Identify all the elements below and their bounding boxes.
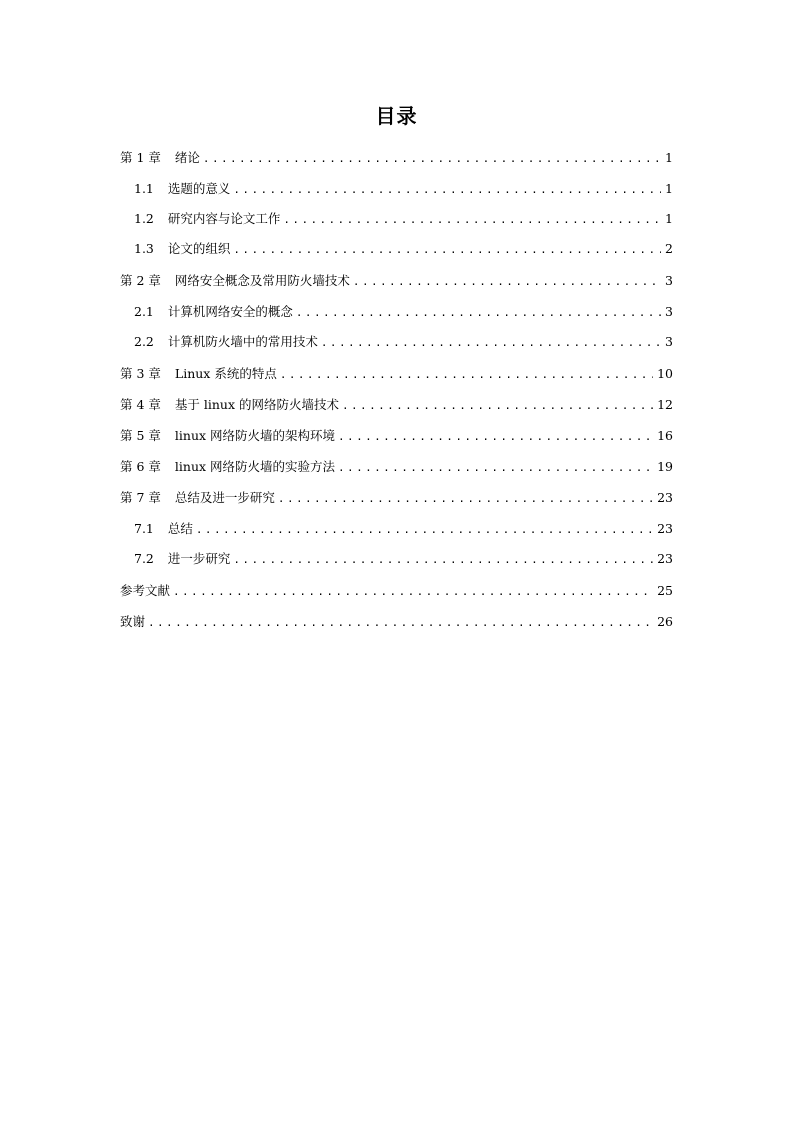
toc-entry-title: linux 网络防火墙的实验方法 [174,459,336,474]
toc-entry-number: 7.2 [134,551,154,566]
toc-entry-number: 1.3 [134,241,154,256]
toc-entry-page: 3 [665,304,673,319]
toc-entry-7-1[interactable] [120,518,673,548]
toc-entry-title: Linux 系统的特点 [174,366,277,381]
page-title: 目录 [375,104,418,128]
toc-entry-references[interactable] [120,580,673,611]
toc-entry-2-2[interactable] [120,331,673,361]
toc-entry-chapter-3[interactable] [120,363,673,394]
toc-entry-title: 论文的组织 [167,241,231,256]
toc-entry-number: 第 6 章 [120,459,161,474]
toc-dot-leader [353,271,661,293]
toc-entry-title: 研究内容与论文工作 [167,211,281,226]
table-of-contents [120,147,673,642]
toc-entry-title: 总结及进一步研究 [174,490,275,505]
toc-dot-leader [233,549,653,571]
toc-entry-number: 第 4 章 [120,397,161,412]
toc-entry-number: 第 2 章 [120,273,161,288]
toc-entry-page: 25 [657,583,673,598]
toc-entry-7-2[interactable] [120,548,673,578]
toc-entry-title: 致谢 [120,614,146,629]
toc-entry-title: 进一步研究 [167,551,231,566]
toc-entry-page: 23 [657,551,673,566]
toc-dot-leader [148,612,653,634]
toc-entry-chapter-5[interactable] [120,425,673,456]
toc-entry-number: 第 5 章 [120,428,161,443]
toc-entry-number: 第 1 章 [120,150,161,165]
toc-entry-title: 总结 [167,521,193,536]
toc-entry-chapter-6[interactable] [120,456,673,487]
toc-dot-leader [296,302,661,324]
toc-dot-leader [338,426,653,448]
toc-entry-page: 19 [657,459,673,474]
toc-entry-number: 1.2 [134,211,154,226]
toc-entry-title: 计算机网络安全的概念 [167,304,293,319]
toc-entry-title: 基于 linux 的网络防火墙技术 [174,397,339,412]
toc-entry-number: 1.1 [134,181,154,196]
toc-entry-page: 3 [665,273,673,288]
toc-entry-acknowledgements[interactable] [120,611,673,642]
toc-dot-leader [203,148,661,170]
toc-entry-chapter-2[interactable] [120,270,673,301]
toc-dot-leader [342,395,653,417]
toc-entry-1-2[interactable] [120,208,673,238]
toc-entry-1-1[interactable] [120,178,673,208]
toc-dot-leader [338,457,653,479]
toc-entry-page: 12 [657,397,673,412]
toc-entry-number: 2.1 [134,304,154,319]
toc-entry-page: 3 [665,334,673,349]
toc-dot-leader [321,332,661,354]
toc-entry-page: 26 [657,614,673,629]
toc-entry-1-3[interactable] [120,238,673,268]
toc-entry-page: 16 [657,428,673,443]
toc-entry-page: 1 [665,181,673,196]
toc-dot-leader [173,581,653,603]
toc-entry-page: 23 [657,490,673,505]
toc-dot-leader [278,488,653,510]
toc-entry-title: 计算机防火墙中的常用技术 [167,334,318,349]
toc-entry-chapter-7[interactable] [120,487,673,518]
toc-entry-number: 第 7 章 [120,490,161,505]
toc-entry-title: 选题的意义 [167,181,231,196]
toc-entry-number: 7.1 [134,521,154,536]
toc-entry-number: 2.2 [134,334,154,349]
toc-dot-leader [283,209,661,231]
toc-dot-leader [196,519,653,541]
toc-entry-page: 1 [665,211,673,226]
toc-entry-page: 23 [657,521,673,536]
toc-entry-title: 网络安全概念及常用防火墙技术 [174,273,350,288]
toc-entry-title: linux 网络防火墙的架构环境 [174,428,336,443]
toc-dot-leader [280,364,653,386]
toc-entry-chapter-4[interactable] [120,394,673,425]
toc-entry-title: 绪论 [174,150,200,165]
toc-dot-leader [233,239,661,261]
toc-entry-page: 2 [665,241,673,256]
toc-entry-page: 1 [665,150,673,165]
toc-entry-page: 10 [657,366,673,381]
toc-entry-2-1[interactable] [120,301,673,331]
toc-dot-leader [233,179,661,201]
toc-entry-chapter-1[interactable] [120,147,673,178]
toc-entry-title: 参考文献 [120,583,171,598]
toc-entry-number: 第 3 章 [120,366,161,381]
